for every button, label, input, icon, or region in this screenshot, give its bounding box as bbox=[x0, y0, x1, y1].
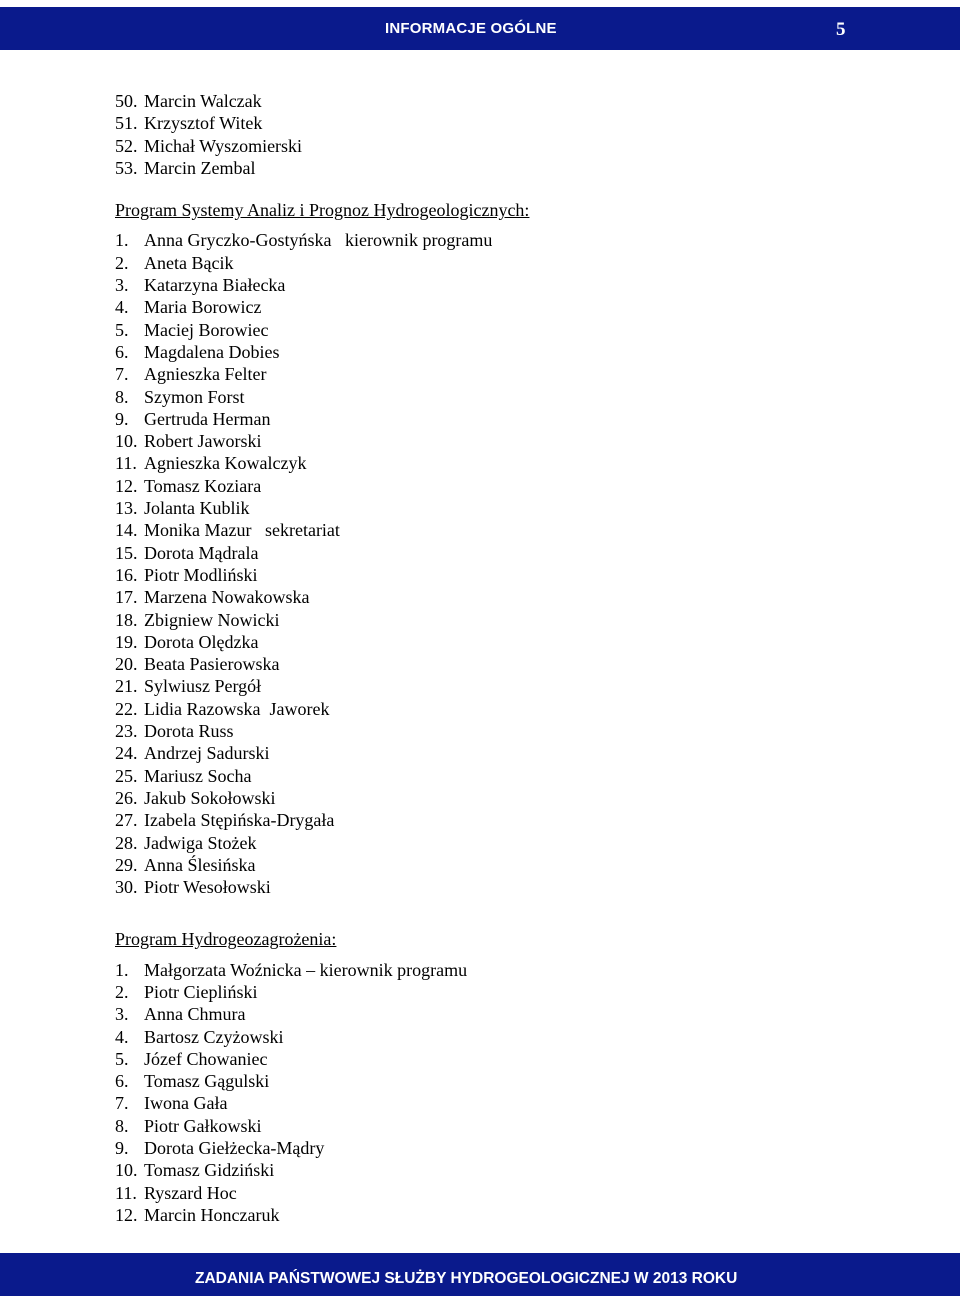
list-item-number: 22. bbox=[115, 698, 138, 719]
list-item-name: Anna Gryczko-Gostyńska kierownik programu bbox=[144, 230, 493, 251]
list-item bbox=[115, 609, 915, 631]
list-item-name: Szymon Forst bbox=[144, 386, 245, 407]
list-item bbox=[115, 1070, 915, 1092]
list-item-name: Dorota Russ bbox=[144, 721, 234, 742]
list-item bbox=[115, 765, 915, 787]
list-item-name: Aneta Bącik bbox=[144, 252, 234, 273]
list-item bbox=[115, 631, 915, 653]
list-item bbox=[115, 112, 915, 134]
list-item-name: Agnieszka Kowalczyk bbox=[144, 453, 307, 474]
list-hydrogeozagrozenia bbox=[115, 959, 915, 1227]
list-item-name: Katarzyna Białecka bbox=[144, 275, 286, 296]
list-item-number: 10. bbox=[115, 1160, 138, 1181]
list-item-name: Józef Chowaniec bbox=[144, 1048, 268, 1069]
list-item bbox=[115, 542, 915, 564]
list-systemy-analiz bbox=[115, 229, 915, 898]
list-item-name: Krzysztof Witek bbox=[144, 113, 263, 134]
list-item-name: Tomasz Gągulski bbox=[144, 1071, 270, 1092]
list-item bbox=[115, 586, 915, 608]
list-item-name: Magdalena Dobies bbox=[144, 341, 280, 362]
list-item bbox=[115, 1115, 915, 1137]
list-item-name: Piotr Ciepliński bbox=[144, 981, 258, 1002]
list-item-number: 1. bbox=[115, 230, 129, 251]
list-item-name: Andrzej Sadurski bbox=[144, 743, 270, 764]
list-item bbox=[115, 854, 915, 876]
list-item bbox=[115, 363, 915, 385]
list-item-name: Zbigniew Nowicki bbox=[144, 609, 280, 630]
list-item bbox=[115, 319, 915, 341]
list-item bbox=[115, 720, 915, 742]
list-item-number: 11. bbox=[115, 453, 137, 474]
list-item bbox=[115, 981, 915, 1003]
list-item bbox=[115, 653, 915, 675]
list-item bbox=[115, 1092, 915, 1114]
list-item-name: Marcin Zembal bbox=[144, 157, 256, 178]
list-item-name: Marcin Walczak bbox=[144, 91, 262, 111]
list-item-name: Dorota Mądrala bbox=[144, 542, 259, 563]
list-item-name: Piotr Gałkowski bbox=[144, 1115, 262, 1136]
list-item bbox=[115, 1003, 915, 1025]
list-item-number: 30. bbox=[115, 877, 138, 898]
list-item bbox=[115, 1026, 915, 1048]
list-item-number: 17. bbox=[115, 587, 138, 608]
list-item bbox=[115, 809, 915, 831]
list-item-name: Anna Chmura bbox=[144, 1004, 246, 1025]
list-item-number: 3. bbox=[115, 275, 129, 296]
list-item bbox=[115, 386, 915, 408]
list-item-number: 12. bbox=[115, 475, 138, 496]
section-heading-hydrogeozagrozenia: Program Hydrogeozagrożenia: bbox=[115, 929, 337, 950]
list-item-number: 5. bbox=[115, 1048, 129, 1069]
list-item-number: 26. bbox=[115, 787, 138, 808]
list-item-name: Bartosz Czyżowski bbox=[144, 1026, 284, 1047]
list-item-name: Małgorzata Woźnicka – kierownik programu bbox=[144, 959, 468, 980]
list-item-number: 29. bbox=[115, 854, 138, 875]
list-item-number: 51. bbox=[115, 113, 138, 134]
list-item bbox=[115, 519, 915, 541]
list-item bbox=[115, 1182, 915, 1204]
list-item-name: Tomasz Gidziński bbox=[144, 1160, 275, 1181]
list-item-name: Iwona Gała bbox=[144, 1093, 228, 1114]
list-item bbox=[115, 497, 915, 519]
footer-title: ZADANIA PAŃSTWOWEJ SŁUŻBY HYDROGEOLOGICZNEJ W 2013 ROKU bbox=[195, 1270, 738, 1287]
list-item bbox=[115, 959, 915, 981]
list-item bbox=[115, 876, 915, 898]
list-item-number: 13. bbox=[115, 498, 138, 519]
list-item-name: Beata Pasierowska bbox=[144, 654, 280, 675]
list-item-name: Jakub Sokołowski bbox=[144, 787, 276, 808]
list-item-number: 18. bbox=[115, 609, 138, 630]
section-heading-systemy-analiz: Program Systemy Analiz i Prognoz Hydrogeologicznych: bbox=[115, 200, 530, 221]
list-item-number: 9. bbox=[115, 1138, 129, 1159]
list-item bbox=[115, 475, 915, 497]
list-item-number: 7. bbox=[115, 1093, 129, 1114]
header-title: INFORMACJE OGÓLNE bbox=[385, 20, 557, 37]
list-item-number: 20. bbox=[115, 654, 138, 675]
list-item-number: 53. bbox=[115, 157, 138, 178]
list-item-name: Piotr Modliński bbox=[144, 564, 258, 585]
list-item-name: Piotr Wesołowski bbox=[144, 877, 271, 898]
list-item bbox=[115, 229, 915, 251]
list-item-number: 1. bbox=[115, 959, 129, 980]
list-item-number: 4. bbox=[115, 297, 129, 318]
list-item-name: Jadwiga Stożek bbox=[144, 832, 257, 853]
list-item-number: 6. bbox=[115, 1071, 129, 1092]
list-item-name: Robert Jaworski bbox=[144, 431, 262, 452]
list-item-name: Marcin Honczaruk bbox=[144, 1204, 280, 1225]
list-item bbox=[115, 408, 915, 430]
list-item-number: 14. bbox=[115, 520, 138, 541]
list-item bbox=[115, 452, 915, 474]
list-item-name: Izabela Stępińska-Drygała bbox=[144, 810, 335, 831]
list-item-number: 11. bbox=[115, 1182, 137, 1203]
list-item-name: Ryszard Hoc bbox=[144, 1182, 237, 1203]
list-item-number: 19. bbox=[115, 631, 138, 652]
list-item-name: Monika Mazur sekretariat bbox=[144, 520, 340, 541]
list-item-number: 9. bbox=[115, 408, 129, 429]
list-item-name: Mariusz Socha bbox=[144, 765, 252, 786]
list-item-name: Maria Borowicz bbox=[144, 297, 262, 318]
list-item-number: 21. bbox=[115, 676, 138, 697]
header-bar bbox=[0, 7, 960, 50]
list-item bbox=[115, 675, 915, 697]
list-item-name: Dorota Giełżecka-Mądry bbox=[144, 1138, 325, 1159]
list-item-name: Michał Wyszomierski bbox=[144, 135, 303, 156]
list-item bbox=[115, 1204, 915, 1226]
list-item-number: 12. bbox=[115, 1204, 138, 1225]
list-item-name: Anna Ślesińska bbox=[144, 854, 256, 875]
list-item-number: 27. bbox=[115, 810, 138, 831]
list-item-name: Agnieszka Felter bbox=[144, 364, 267, 385]
list-item-number: 50. bbox=[115, 91, 138, 111]
list-item bbox=[115, 157, 915, 179]
page-number: 5 bbox=[836, 19, 846, 40]
page-content bbox=[115, 90, 915, 1226]
list-item-name: Lidia Razowska Jaworek bbox=[144, 698, 330, 719]
list-item bbox=[115, 341, 915, 363]
list-item bbox=[115, 274, 915, 296]
list-item bbox=[115, 698, 915, 720]
list-item-number: 10. bbox=[115, 431, 138, 452]
list-item-number: 28. bbox=[115, 832, 138, 853]
list-item-name: Sylwiusz Pergół bbox=[144, 676, 262, 697]
list-item bbox=[115, 1137, 915, 1159]
footer-bar bbox=[0, 1253, 960, 1296]
list-item bbox=[115, 742, 915, 764]
list-item-number: 4. bbox=[115, 1026, 129, 1047]
list-item-number: 5. bbox=[115, 319, 129, 340]
list-item-name: Maciej Borowiec bbox=[144, 319, 269, 340]
list-item bbox=[115, 1159, 915, 1181]
list-item bbox=[115, 135, 915, 157]
list-item-number: 52. bbox=[115, 135, 138, 156]
list-item-number: 8. bbox=[115, 1115, 129, 1136]
list-item-number: 3. bbox=[115, 1004, 129, 1025]
list-item-name: Tomasz Koziara bbox=[144, 475, 262, 496]
list-item bbox=[115, 1048, 915, 1070]
list-item-name: Gertruda Herman bbox=[144, 408, 271, 429]
list-item bbox=[115, 564, 915, 586]
list-item bbox=[115, 296, 915, 318]
list-item-number: 24. bbox=[115, 743, 138, 764]
list-item bbox=[115, 430, 915, 452]
list-item-number: 25. bbox=[115, 765, 138, 786]
list-item-number: 15. bbox=[115, 542, 138, 563]
list-item-number: 2. bbox=[115, 981, 129, 1002]
list-item bbox=[115, 832, 915, 854]
list-item bbox=[115, 787, 915, 809]
list-item-name: Dorota Olędzka bbox=[144, 631, 259, 652]
list-item-number: 6. bbox=[115, 341, 129, 362]
list-item-number: 7. bbox=[115, 364, 129, 385]
list-item-number: 8. bbox=[115, 386, 129, 407]
list-item-name: Jolanta Kublik bbox=[144, 498, 250, 519]
list-item-name: Marzena Nowakowska bbox=[144, 587, 310, 608]
list-top bbox=[115, 90, 915, 179]
list-item bbox=[115, 90, 915, 112]
list-item bbox=[115, 252, 915, 274]
list-item-number: 23. bbox=[115, 721, 138, 742]
list-item-number: 2. bbox=[115, 252, 129, 273]
list-item-number: 16. bbox=[115, 564, 138, 585]
